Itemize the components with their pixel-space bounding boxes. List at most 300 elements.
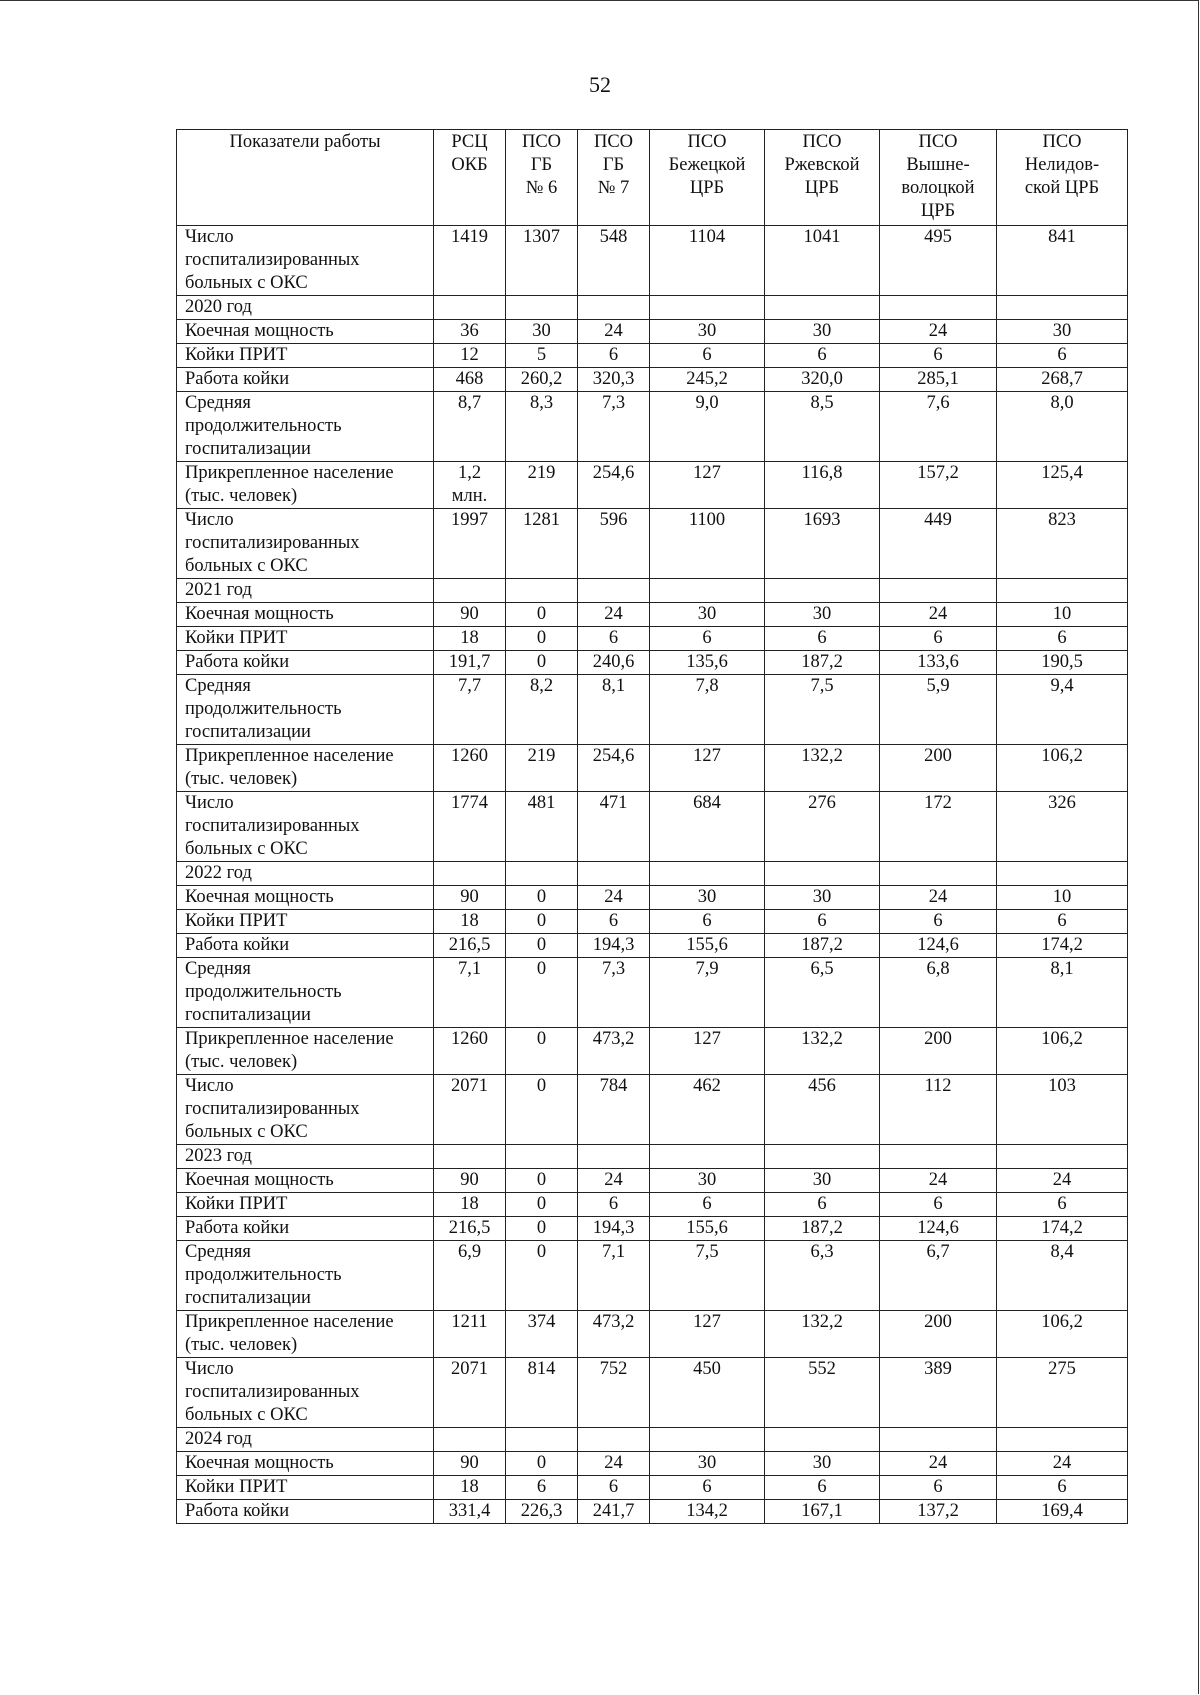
table-row <box>177 651 1128 675</box>
table-cell <box>765 1145 880 1169</box>
table-cell: 106,2 <box>997 1028 1128 1075</box>
table-cell: 134,2 <box>650 1500 765 1524</box>
table-cell: 241,7 <box>578 1500 650 1524</box>
table-cell: 374 <box>506 1311 578 1358</box>
row-label: Койки ПРИТ <box>177 627 434 651</box>
table-cell: 18 <box>434 627 506 651</box>
row-label: Коечная мощность <box>177 603 434 627</box>
table-cell: 187,2 <box>765 934 880 958</box>
table-cell: 24 <box>880 603 997 627</box>
table-cell: 285,1 <box>880 368 997 392</box>
table-cell: 7,7 <box>434 675 506 745</box>
table-row <box>177 1311 1128 1358</box>
table-cell: 36 <box>434 320 506 344</box>
table-cell: 473,2 <box>578 1311 650 1358</box>
table-cell: 389 <box>880 1358 997 1428</box>
table-row <box>177 368 1128 392</box>
table-cell <box>765 1428 880 1452</box>
table-cell: 0 <box>506 627 578 651</box>
header-row <box>177 130 1128 226</box>
table-cell: 462 <box>650 1075 765 1145</box>
table-cell <box>650 296 765 320</box>
row-label: 2023 год <box>177 1145 434 1169</box>
page-number: 52 <box>589 72 611 97</box>
table-cell: 8,1 <box>997 958 1128 1028</box>
table-cell: 116,8 <box>765 462 880 509</box>
table-cell: 6 <box>880 910 997 934</box>
table-cell: 456 <box>765 1075 880 1145</box>
column-header: ПСО ГБ № 7 <box>578 130 650 226</box>
column-header: РСЦ ОКБ <box>434 130 506 226</box>
table-row <box>177 792 1128 862</box>
row-label: Число госпитализированных больных с ОКС <box>177 509 434 579</box>
table-cell: 24 <box>578 886 650 910</box>
table-cell: 0 <box>506 1452 578 1476</box>
table-cell: 0 <box>506 958 578 1028</box>
table-cell: 24 <box>578 320 650 344</box>
table-row <box>177 1075 1128 1145</box>
table-cell: 275 <box>997 1358 1128 1428</box>
table-cell: 6 <box>997 910 1128 934</box>
table-cell: 254,6 <box>578 462 650 509</box>
table-cell: 6 <box>578 344 650 368</box>
table-header <box>177 130 1128 226</box>
row-label: Коечная мощность <box>177 320 434 344</box>
row-label: Число госпитализированных больных с ОКС <box>177 226 434 296</box>
table-cell: 30 <box>997 320 1128 344</box>
table-cell: 7,5 <box>765 675 880 745</box>
table-cell: 326 <box>997 792 1128 862</box>
table-cell <box>506 296 578 320</box>
table-cell: 6 <box>578 627 650 651</box>
table-cell: 0 <box>506 910 578 934</box>
table-cell: 6 <box>578 1476 650 1500</box>
table-cell: 6 <box>650 1193 765 1217</box>
table-cell: 240,6 <box>578 651 650 675</box>
table-cell <box>997 296 1128 320</box>
table-row <box>177 1428 1128 1452</box>
row-label: Прикрепленное население (тыс. человек) <box>177 745 434 792</box>
table-cell: 137,2 <box>880 1500 997 1524</box>
table-cell: 8,1 <box>578 675 650 745</box>
table-cell: 30 <box>506 320 578 344</box>
table-cell: 0 <box>506 1217 578 1241</box>
table-cell: 1997 <box>434 509 506 579</box>
table-cell: 10 <box>997 603 1128 627</box>
table-cell: 6 <box>880 627 997 651</box>
row-label: Койки ПРИТ <box>177 1193 434 1217</box>
table-cell: 30 <box>650 603 765 627</box>
table-cell: 6,8 <box>880 958 997 1028</box>
table-cell: 174,2 <box>997 1217 1128 1241</box>
row-label: Койки ПРИТ <box>177 910 434 934</box>
table-body <box>177 226 1128 1524</box>
table-cell: 6 <box>650 910 765 934</box>
table-cell: 6 <box>997 627 1128 651</box>
table-cell: 24 <box>578 1169 650 1193</box>
row-label: Работа койки <box>177 368 434 392</box>
row-label: Число госпитализированных больных с ОКС <box>177 1075 434 1145</box>
table-row <box>177 1241 1128 1311</box>
table-cell: 752 <box>578 1358 650 1428</box>
table-row <box>177 1358 1128 1428</box>
table-cell: 9,0 <box>650 392 765 462</box>
table-row <box>177 1169 1128 1193</box>
table-cell: 90 <box>434 1169 506 1193</box>
table-cell: 6 <box>650 1476 765 1500</box>
table-cell <box>650 579 765 603</box>
table-row <box>177 910 1128 934</box>
table-cell: 7,3 <box>578 392 650 462</box>
table-cell: 7,9 <box>650 958 765 1028</box>
table-cell: 1307 <box>506 226 578 296</box>
table-cell: 216,5 <box>434 934 506 958</box>
table-cell: 200 <box>880 1028 997 1075</box>
table-cell: 6 <box>506 1476 578 1500</box>
table-cell: 6 <box>578 1193 650 1217</box>
table-cell: 90 <box>434 603 506 627</box>
table-cell: 103 <box>997 1075 1128 1145</box>
table-cell: 6,9 <box>434 1241 506 1311</box>
table-cell: 7,8 <box>650 675 765 745</box>
table-cell: 6 <box>765 1193 880 1217</box>
row-label: Средняя продолжительность госпитализации <box>177 675 434 745</box>
column-header: ПСО Вышне- волоцкой ЦРБ <box>880 130 997 226</box>
table-cell: 0 <box>506 886 578 910</box>
table-cell: 6,7 <box>880 1241 997 1311</box>
table-cell: 8,3 <box>506 392 578 462</box>
table-row <box>177 1452 1128 1476</box>
table-cell: 495 <box>880 226 997 296</box>
table-cell: 1260 <box>434 1028 506 1075</box>
table-cell: 24 <box>880 886 997 910</box>
table-cell: 8,2 <box>506 675 578 745</box>
table-cell: 24 <box>880 320 997 344</box>
table-row <box>177 1193 1128 1217</box>
row-label: Койки ПРИТ <box>177 1476 434 1500</box>
table-cell: 6 <box>765 1476 880 1500</box>
table-cell: 245,2 <box>650 368 765 392</box>
column-header: ПСО ГБ № 6 <box>506 130 578 226</box>
performance-table <box>176 129 1128 1524</box>
table-cell: 90 <box>434 1452 506 1476</box>
table-cell: 8,7 <box>434 392 506 462</box>
row-label: Коечная мощность <box>177 1452 434 1476</box>
table-cell: 6,3 <box>765 1241 880 1311</box>
table-cell: 12 <box>434 344 506 368</box>
row-label: Число госпитализированных больных с ОКС <box>177 792 434 862</box>
table-cell: 1419 <box>434 226 506 296</box>
row-label: Коечная мощность <box>177 1169 434 1193</box>
table-row <box>177 1476 1128 1500</box>
table-cell: 6 <box>880 1193 997 1217</box>
table-cell: 0 <box>506 1169 578 1193</box>
row-label: Прикрепленное население (тыс. человек) <box>177 1311 434 1358</box>
table-cell: 30 <box>765 1169 880 1193</box>
row-label: Работа койки <box>177 934 434 958</box>
table-cell: 6 <box>650 627 765 651</box>
table-cell: 24 <box>880 1169 997 1193</box>
table-cell: 155,6 <box>650 934 765 958</box>
table-cell: 6 <box>997 1476 1128 1500</box>
table-cell <box>578 579 650 603</box>
table-cell: 219 <box>506 745 578 792</box>
table-row <box>177 579 1128 603</box>
table-row <box>177 1500 1128 1524</box>
table-cell: 132,2 <box>765 1311 880 1358</box>
table-cell: 18 <box>434 1193 506 1217</box>
table-cell: 1,2 млн. <box>434 462 506 509</box>
table-cell: 0 <box>506 1075 578 1145</box>
table-cell <box>434 296 506 320</box>
table-cell: 6 <box>997 344 1128 368</box>
table-cell <box>506 1428 578 1452</box>
table-cell: 320,0 <box>765 368 880 392</box>
table-row <box>177 344 1128 368</box>
table-row <box>177 1145 1128 1169</box>
table-cell: 5,9 <box>880 675 997 745</box>
row-label: Прикрепленное население (тыс. человек) <box>177 462 434 509</box>
table-cell: 30 <box>765 320 880 344</box>
table-cell: 226,3 <box>506 1500 578 1524</box>
table-cell: 6 <box>880 1476 997 1500</box>
row-label: Работа койки <box>177 651 434 675</box>
row-label: 2024 год <box>177 1428 434 1452</box>
table-cell: 6,5 <box>765 958 880 1028</box>
table-cell: 0 <box>506 1241 578 1311</box>
table-cell: 471 <box>578 792 650 862</box>
table-row <box>177 296 1128 320</box>
table-cell: 24 <box>578 603 650 627</box>
table-row <box>177 462 1128 509</box>
table-cell: 132,2 <box>765 1028 880 1075</box>
table-cell: 8,5 <box>765 392 880 462</box>
table-cell <box>880 1145 997 1169</box>
table-cell: 0 <box>506 603 578 627</box>
table-cell: 6 <box>578 910 650 934</box>
table-cell: 268,7 <box>997 368 1128 392</box>
table-cell: 7,3 <box>578 958 650 1028</box>
table-cell: 6 <box>650 344 765 368</box>
column-header: ПСО Бежецкой ЦРБ <box>650 130 765 226</box>
table-row <box>177 320 1128 344</box>
table-cell: 814 <box>506 1358 578 1428</box>
table-cell: 30 <box>650 320 765 344</box>
table-cell: 106,2 <box>997 745 1128 792</box>
table-cell <box>997 1145 1128 1169</box>
table-cell: 112 <box>880 1075 997 1145</box>
table-cell <box>434 1428 506 1452</box>
table-cell: 127 <box>650 462 765 509</box>
row-label: Число госпитализированных больных с ОКС <box>177 1358 434 1428</box>
table-cell <box>880 862 997 886</box>
table-cell: 18 <box>434 910 506 934</box>
table-cell <box>880 296 997 320</box>
table-cell: 24 <box>880 1452 997 1476</box>
table-cell: 167,1 <box>765 1500 880 1524</box>
table-row <box>177 1028 1128 1075</box>
table-cell: 135,6 <box>650 651 765 675</box>
table-cell: 6 <box>765 910 880 934</box>
table-cell: 127 <box>650 1028 765 1075</box>
table-cell: 187,2 <box>765 651 880 675</box>
table-cell: 174,2 <box>997 934 1128 958</box>
table-cell: 8,0 <box>997 392 1128 462</box>
table-cell: 106,2 <box>997 1311 1128 1358</box>
table-cell: 127 <box>650 745 765 792</box>
table-cell <box>578 1428 650 1452</box>
row-label: Средняя продолжительность госпитализации <box>177 392 434 462</box>
table-cell: 473,2 <box>578 1028 650 1075</box>
table-cell <box>765 579 880 603</box>
row-label: Койки ПРИТ <box>177 344 434 368</box>
table-cell: 90 <box>434 886 506 910</box>
table-cell: 187,2 <box>765 1217 880 1241</box>
table-cell: 200 <box>880 1311 997 1358</box>
table-cell: 8,4 <box>997 1241 1128 1311</box>
table-cell: 124,6 <box>880 1217 997 1241</box>
column-header: ПСО Ржевской ЦРБ <box>765 130 880 226</box>
table-cell: 0 <box>506 651 578 675</box>
table-row <box>177 958 1128 1028</box>
table-cell: 7,5 <box>650 1241 765 1311</box>
table-cell: 30 <box>765 1452 880 1476</box>
table-row <box>177 392 1128 462</box>
table-cell: 169,4 <box>997 1500 1128 1524</box>
table-cell: 24 <box>997 1452 1128 1476</box>
table-cell: 320,3 <box>578 368 650 392</box>
table-row <box>177 603 1128 627</box>
table-cell: 450 <box>650 1358 765 1428</box>
table-cell: 194,3 <box>578 1217 650 1241</box>
table-cell: 155,6 <box>650 1217 765 1241</box>
table-row <box>177 934 1128 958</box>
table-cell: 260,2 <box>506 368 578 392</box>
column-header-indicators: Показатели работы <box>177 130 434 226</box>
table-cell <box>434 862 506 886</box>
table-cell: 2071 <box>434 1075 506 1145</box>
table-cell <box>880 1428 997 1452</box>
row-label: 2022 год <box>177 862 434 886</box>
table-cell: 1211 <box>434 1311 506 1358</box>
table-cell: 6 <box>880 344 997 368</box>
table-cell: 449 <box>880 509 997 579</box>
table-cell: 0 <box>506 1193 578 1217</box>
row-label: Работа койки <box>177 1500 434 1524</box>
table-cell: 157,2 <box>880 462 997 509</box>
table-cell: 596 <box>578 509 650 579</box>
table-cell <box>997 862 1128 886</box>
table-cell: 219 <box>506 462 578 509</box>
table-row <box>177 675 1128 745</box>
table-cell: 0 <box>506 1028 578 1075</box>
table-cell: 1693 <box>765 509 880 579</box>
table-cell: 191,7 <box>434 651 506 675</box>
table-cell: 127 <box>650 1311 765 1358</box>
table-cell: 200 <box>880 745 997 792</box>
table-cell: 784 <box>578 1075 650 1145</box>
table-cell: 172 <box>880 792 997 862</box>
column-header: ПСО Нелидов- ской ЦРБ <box>997 130 1128 226</box>
table-cell <box>434 579 506 603</box>
table-cell: 125,4 <box>997 462 1128 509</box>
row-label: 2020 год <box>177 296 434 320</box>
table-cell <box>765 296 880 320</box>
table-cell <box>650 1428 765 1452</box>
table-cell: 684 <box>650 792 765 862</box>
table-row <box>177 1217 1128 1241</box>
row-label: Средняя продолжительность госпитализации <box>177 1241 434 1311</box>
table-cell: 30 <box>650 886 765 910</box>
row-label: 2021 год <box>177 579 434 603</box>
table-cell: 823 <box>997 509 1128 579</box>
table-cell: 276 <box>765 792 880 862</box>
table-cell <box>650 862 765 886</box>
table-cell: 5 <box>506 344 578 368</box>
table-cell <box>578 296 650 320</box>
table-cell: 0 <box>506 934 578 958</box>
table-cell: 331,4 <box>434 1500 506 1524</box>
table-row <box>177 862 1128 886</box>
table-cell: 468 <box>434 368 506 392</box>
table-cell <box>997 579 1128 603</box>
table-cell: 132,2 <box>765 745 880 792</box>
table-cell: 481 <box>506 792 578 862</box>
table-cell <box>506 579 578 603</box>
table-cell: 24 <box>997 1169 1128 1193</box>
table-cell: 1281 <box>506 509 578 579</box>
row-label: Работа койки <box>177 1217 434 1241</box>
table-cell <box>506 862 578 886</box>
table-row <box>177 509 1128 579</box>
table-cell: 1774 <box>434 792 506 862</box>
table-cell: 133,6 <box>880 651 997 675</box>
table-row <box>177 745 1128 792</box>
table-cell <box>578 862 650 886</box>
table-cell: 548 <box>578 226 650 296</box>
table-cell: 2071 <box>434 1358 506 1428</box>
table-cell: 7,1 <box>434 958 506 1028</box>
table-cell: 18 <box>434 1476 506 1500</box>
table-row <box>177 886 1128 910</box>
table-cell: 190,5 <box>997 651 1128 675</box>
table-cell: 1260 <box>434 745 506 792</box>
table-cell: 1100 <box>650 509 765 579</box>
table-cell: 24 <box>578 1452 650 1476</box>
table-cell: 6 <box>765 344 880 368</box>
row-label: Средняя продолжительность госпитализации <box>177 958 434 1028</box>
row-label: Коечная мощность <box>177 886 434 910</box>
table-cell: 30 <box>765 886 880 910</box>
row-label: Прикрепленное население (тыс. человек) <box>177 1028 434 1075</box>
table-cell: 7,1 <box>578 1241 650 1311</box>
table-cell <box>765 862 880 886</box>
table-cell: 30 <box>650 1169 765 1193</box>
table-cell: 216,5 <box>434 1217 506 1241</box>
table-cell: 1104 <box>650 226 765 296</box>
table-cell: 552 <box>765 1358 880 1428</box>
table-cell <box>506 1145 578 1169</box>
table-cell: 194,3 <box>578 934 650 958</box>
table-cell <box>650 1145 765 1169</box>
table-cell: 30 <box>765 603 880 627</box>
table-cell: 10 <box>997 886 1128 910</box>
table-cell: 841 <box>997 226 1128 296</box>
table-cell: 6 <box>997 1193 1128 1217</box>
table-cell <box>578 1145 650 1169</box>
table-cell: 30 <box>650 1452 765 1476</box>
table-cell: 6 <box>765 627 880 651</box>
